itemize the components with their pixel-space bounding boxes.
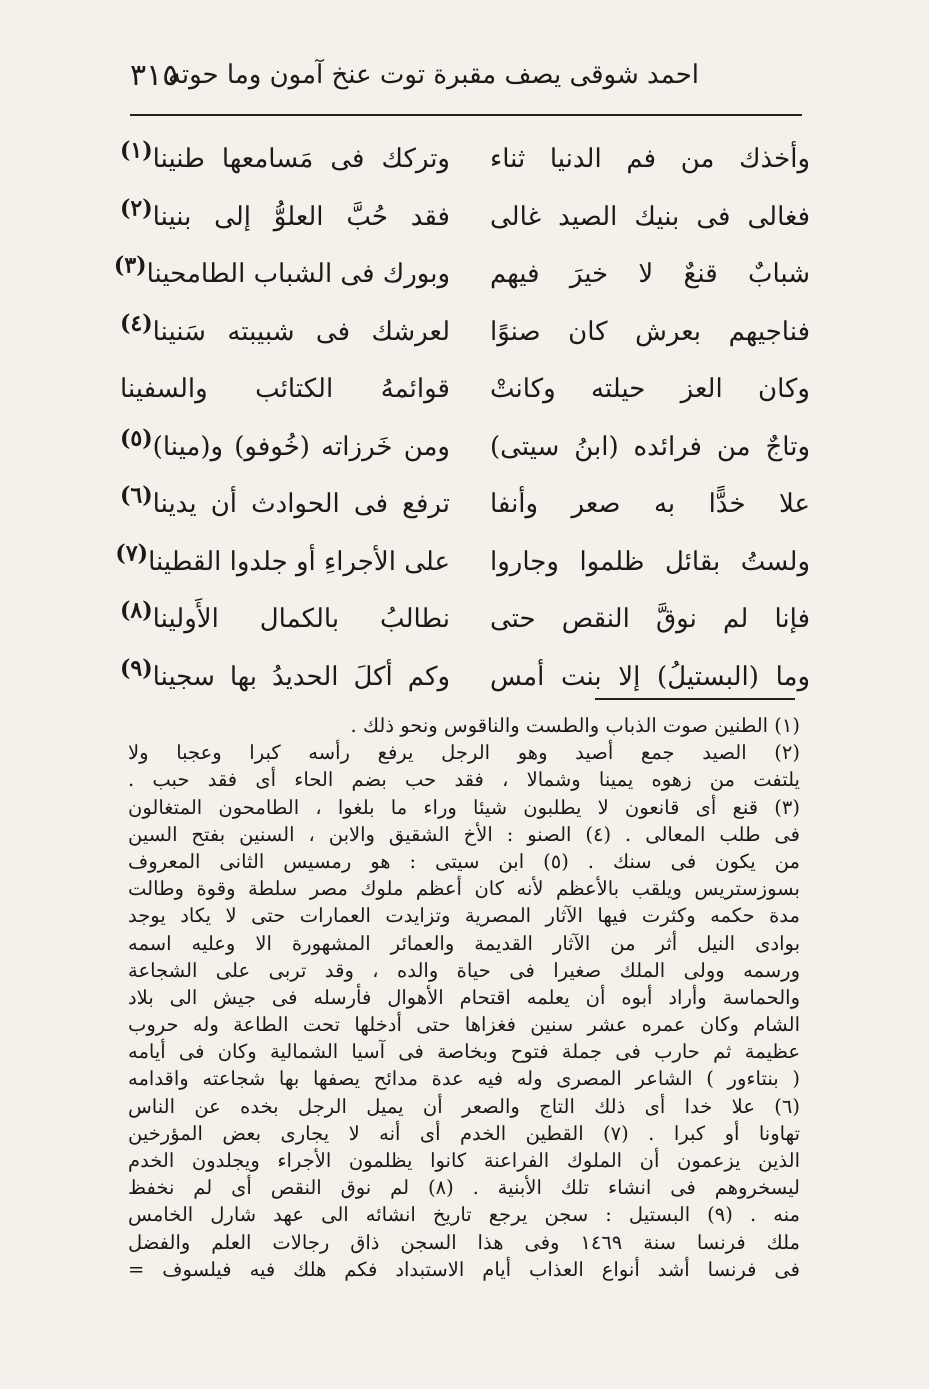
verse-second-hemistich — [120, 424, 450, 462]
footnote-marker: (٢) — [120, 194, 153, 221]
footnotes — [128, 712, 800, 1283]
verse-first-hemistich: وأخذك من فم الدنيا ثناء — [490, 144, 810, 174]
footnote-line: بسوزستريس ويلقب بالأعظم لأنه كان أعظم ملوك مصر سلطة وقوة وطالت — [128, 877, 800, 901]
footnote-line: من يكون فى سنك . (٥) ابن سيتى : هو رمسيس الثانى المعروف — [128, 849, 800, 873]
verse-first-hemistich: فإنا لم نوقَّ النقص حتى — [490, 604, 810, 634]
verse-second-hemistich — [120, 374, 450, 404]
footnote-line: (١) الطنين صوت الذباب والطست والناقوس ونحو ذلك . — [350, 714, 800, 737]
footnote-line: فى فرنسا أشد أنواع العذاب أيام الاستبداد فكم هلك فيه فيلسوف = — [128, 1257, 800, 1281]
footnote-rule — [595, 698, 795, 700]
page-number: ٣١٥ — [130, 58, 179, 93]
hemistich-text: وتركك فى مَسامعها طنينا — [152, 144, 450, 174]
footnote-line: الشام وكان عمره عشر سنين فغزاها حتى أدخلها تحت الطاعة وله حروب — [128, 1013, 800, 1037]
hemistich-text: وبورك فى الشباب الطامحينا — [146, 259, 450, 289]
footnote-marker: (١) — [120, 137, 153, 164]
verse-first-hemistich: فغالى فى بنيك الصيد غالى — [490, 201, 810, 232]
verse — [120, 305, 810, 363]
hemistich-text: ترفع فى الحوادث أن يدينا — [152, 489, 450, 519]
verse-first-hemistich: وكان العز حيلته وكانتْ — [490, 374, 810, 404]
verse-first-hemistich: وتاجٌ من فرائده (ابنُ سيتى) — [490, 431, 810, 462]
footnote-line: (٦) علا خدا أى ذلك التاج والصعر أن يميل الرجل بخده عن الناس — [128, 1094, 800, 1118]
verse-second-hemistich — [120, 137, 450, 174]
hemistich-text: قوائمهُ الكتائب والسفينا — [120, 374, 450, 404]
hemistich-text: لعرشك فى شبيبته سَنينا — [152, 316, 450, 347]
footnote-line: يلتفت من زهوه يمينا وشمالا ، فقد حب بضم الحاء أى فقد حبب . — [128, 768, 800, 792]
verse — [113, 247, 810, 305]
verse-first-hemistich: شبابٌ قنعٌ لا خيرَ فيهم — [490, 259, 810, 289]
verse-first-hemistich: وما (البستيلُ) إلا بنت أمس — [490, 661, 810, 692]
footnote-marker: (٤) — [120, 309, 153, 336]
footnote-line: منه . (٩) البستيل : سجن يرجع تاريخ انشائه الى عهد شارل الخامس — [128, 1203, 800, 1227]
verse — [120, 132, 810, 190]
footnote-line: (٣) قنع أى قانعون لا يطلبون شيئا وراء ما بلغوا ، الطامحون المتغالون — [128, 795, 800, 819]
footnote-line: الذين يزعمون أن الملوك الفراعنة كانوا يظلمون الأجراء ويجلدون الخدم — [128, 1149, 800, 1172]
verse — [120, 362, 810, 420]
footnote-marker: (٦) — [120, 482, 153, 509]
footnote-marker: (٣) — [113, 252, 147, 279]
footnote-marker: (٨) — [120, 597, 153, 624]
verse-first-hemistich: فناجيهم بعرش كان صنوًا — [490, 316, 810, 347]
footnote-line: عظيمة ثم حارب فى جملة فتوح وبخاصة فى آسيا الشمالية وكان فى أيامه — [128, 1040, 800, 1064]
verse — [120, 420, 810, 478]
hemistich-text: نطالبُ بالكمال الأَولينا — [152, 604, 450, 634]
header-rule — [130, 114, 802, 116]
footnote-line: (٢) الصيد جمع أصيد وهو الرجل يرفع رأسه كبرا وعجبا ولا — [128, 741, 800, 765]
footnote-line: والحماسة وأراد أبوه أن يعلمه اقتحام الأهوال فأرسله فى جيش الى بلاد — [128, 985, 800, 1009]
hemistich-text: فقد حُبَّ العلوُّ إلى بنينا — [152, 201, 450, 232]
verse-second-hemistich — [120, 194, 450, 232]
hemistich-text: على الأجراءِ أو جلدوا القطينا — [148, 546, 450, 577]
verse-second-hemistich — [120, 597, 450, 634]
verse — [115, 535, 810, 593]
running-title: احمد شوقى يصف مقبرة توت عنخ آمون وما حوته — [167, 60, 699, 90]
verse — [120, 190, 810, 248]
verse-first-hemistich: علا خدًّا به صعر وأنفا — [490, 489, 810, 519]
hemistich-text: وكم أكلَ الحديدُ بها سجينا — [152, 661, 450, 692]
poem — [113, 132, 810, 707]
verse-second-hemistich — [120, 654, 450, 692]
verse — [120, 477, 810, 535]
footnote-line: ( بنتاءور ) الشاعر المصرى وله فيه عدة مدائح يصفها بها شجاعته واقدامه — [128, 1067, 800, 1091]
footnote-line: فى طلب المعالى . (٤) الصنو : الأخ الشقيق والابن ، السنين بفتح السين — [128, 822, 800, 846]
hemistich-text: ومن خَرزاته (خُوفو) و(مينا) — [152, 431, 450, 462]
footnote-line: ورسمه وولى الملك صغيرا فى حياة والده ، وقد تربى على الشجاعة — [128, 958, 800, 982]
footnote-line: ليسخروهم فى انشاء تلك الأبنية . (٨) لم نوق النقص أى لم نخفظ — [128, 1176, 800, 1200]
verse-second-hemistich — [113, 252, 450, 289]
footnote-marker: (٧) — [115, 539, 149, 566]
verse-second-hemistich — [120, 309, 450, 347]
verse-second-hemistich — [120, 482, 450, 519]
verse — [120, 592, 810, 650]
footnote-marker: (٩) — [120, 654, 153, 681]
footnote-line: ملك فرنسا سنة ١٤٦٩ وفى هذا السجن ذاق رجالات العلم والفضل — [128, 1230, 800, 1254]
footnote-marker: (٥) — [120, 424, 153, 451]
footnote-line: تهاونا أو كبرا . (٧) القطين الخدم أى أنه لا يجارى بعض المؤرخين — [128, 1121, 801, 1145]
footnote-line: بوادى النيل أثر من الآثار القديمة والعمائر المشهورة الا وعليه اسمه — [128, 931, 800, 955]
verse-first-hemistich: ولستُ بقائل ظلموا وجاروا — [490, 546, 810, 577]
verse-second-hemistich — [115, 539, 450, 577]
footnote-line: مدة حكمه وكثرت فيها الآثار المصرية وتزايدت العمارات حتى لا يكاد يوجد — [128, 904, 800, 928]
